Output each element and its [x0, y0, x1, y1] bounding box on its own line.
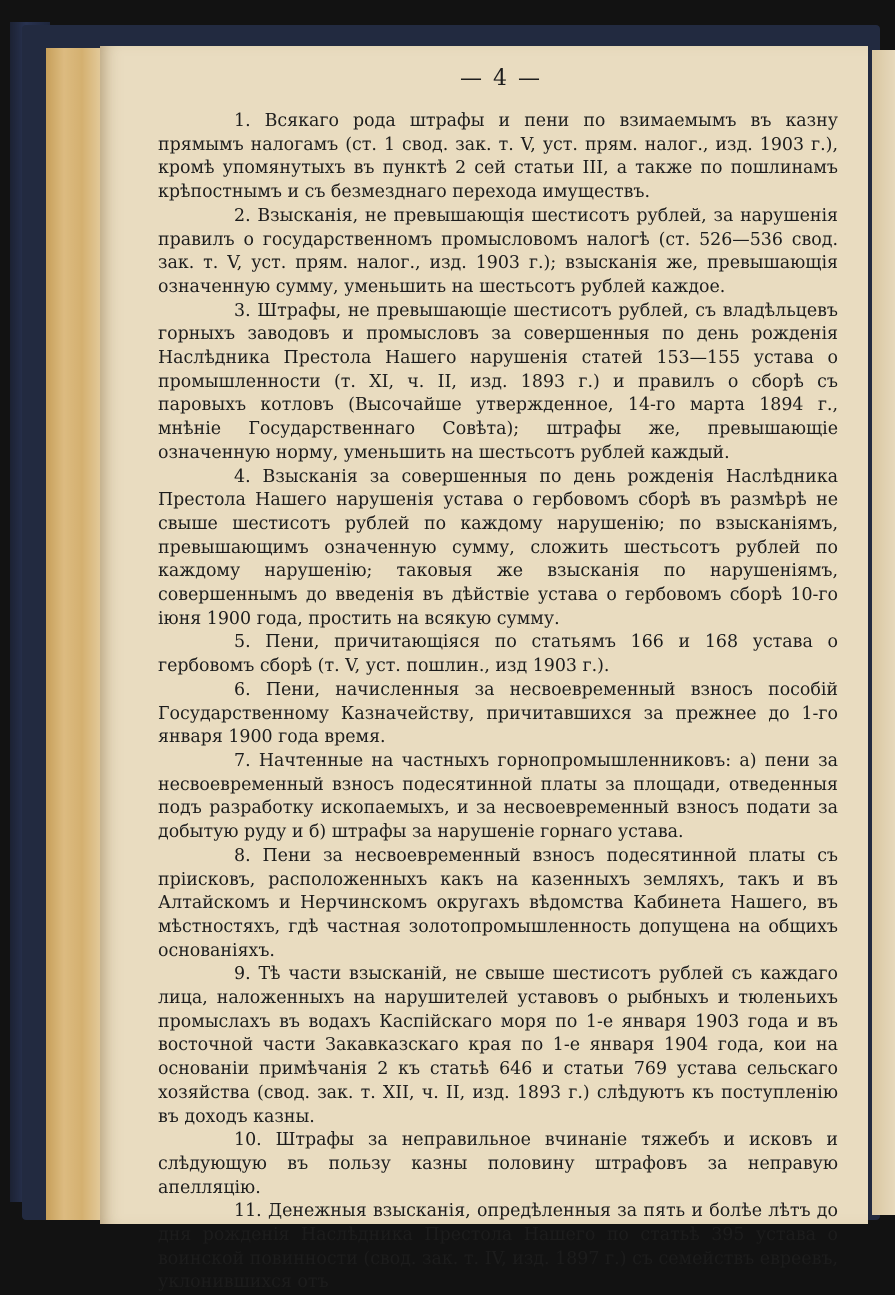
paragraph-1: 1. Всякаго рода штрафы и пени по взимаемымъ въ казну прямымъ налогамъ (ст. 1 свод. зак. т. V, уст. прям. налог., изд. 1903 г.), кромѣ упомянутыхъ въ пунктѣ 2 сей статьи III, а также по пошлинамъ крѣпостнымъ и съ безмезднаго перехода имуществъ. — [158, 111, 838, 203]
paragraph-11: 11. Денежныя взысканія, опредѣленныя за пять и болѣе лѣтъ до дня рожденія Наслѣдника Престола Нашего по статьѣ 395 устава о воинской повинности (свод. зак. т. IV, изд. 1897 г.) съ семействъ евреевъ, уклонившихся отъ — [158, 1201, 838, 1293]
page-number: — 4 — — [460, 66, 542, 91]
paragraph-4: 4. Взысканія за совершенныя по день рожденія Наслѣдника Престола Нашего нарушенія устава о гербовомъ сборѣ въ размѣрѣ не свыше шестисотъ рублей по каждому нарушенію; по взысканіямъ, превышающимъ означенную сумму, сложить шестьсотъ рублей по каждому нарушенію; таковыя же взысканія по нарушеніямъ, совершеннымъ до введенія въ дѣйствіе устава о гербовомъ сборѣ 10-го іюня 1900 года, простить на всякую сумму. — [158, 466, 838, 629]
facing-page-edge — [872, 50, 895, 1215]
page-text — [158, 110, 838, 1295]
paragraph-10: 10. Штрафы за неправильное вчинаніе тяжебъ и исковъ и слѣдующую въ пользу казны половину штрафовъ за неправую апелляцію. — [158, 1130, 838, 1198]
paragraph-8: 8. Пени за несвоевременный взносъ подесятинной платы съ пріисковъ, расположенныхъ какъ на казенныхъ земляхъ, такъ и въ Алтайскомъ и Нерчинскомъ округахъ вѣдомства Кабинета Нашего, въ мѣстностяхъ, гдѣ частная золотопромышленность допущена на общихъ основаніяхъ. — [158, 845, 838, 961]
paragraph-7: 7. Начтенные на частныхъ горнопромышленниковъ: а) пени за несвоевременный взносъ подесятинной платы за площади, отведенныя подъ разработку ископаемыхъ, и за несвоевременный взносъ подати за добытую руду и б) штрафы за нарушеніе горнаго устава. — [158, 750, 838, 843]
paragraph-2: 2. Взысканія, не превышающія шестисотъ рублей, за нарушенія правилъ о государственномъ промысловомъ налогѣ (ст. 526—536 свод. зак. т. V, уст. прям. налог., изд. 1903 г.); взысканія же, превышающія означенную сумму, уменьшить на шестьсотъ рублей каждое. — [158, 205, 838, 297]
paragraph-5: 5. Пени, причитающіяся по статьямъ 166 и 168 устава о гербовомъ сборѣ (т. V, уст. пошлин., изд 1903 г.). — [158, 632, 838, 677]
paragraph-6: 6. Пени, начисленныя за несвоевременный взносъ пособій Государственному Казначейству, причитавшихся за прежнее до 1-го января 1900 года время. — [158, 679, 838, 748]
page-edges — [46, 48, 106, 1220]
paragraph-9: 9. Тѣ части взысканій, не свыше шестисотъ рублей съ каждаго лица, наложенныхъ на нарушителей уставовъ о рыбныхъ и тюленьихъ промыслахъ въ водахъ Каспійскаго моря по 1-е января 1903 года и въ восточной части Закавказскаго края по 1-е января 1904 года, кои на основаніи примѣчанія 2 къ статьѣ 646 и статьи 769 устава сельскаго хозяйства (свод. зак. т. XII, ч. II, изд. 1893 г.) слѣдуютъ къ поступленію въ доходъ казны. — [158, 964, 838, 1127]
paragraph-3: 3. Штрафы, не превышающіе шестисотъ рублей, съ владѣльцевъ горныхъ заводовъ и промысловъ за совершенныя по день рожденія Наслѣдника Престола Нашего нарушенія статей 153—155 устава о промышленности (т. XI, ч. II, изд. 1893 г.) и правилъ о сборѣ съ паровыхъ котловъ (Высочайше утвержденное, 14-го марта 1894 г., мнѣніе Государственнаго Совѣта); штрафы же, превышающіе означенную норму, уменьшить на шестьсотъ рублей каждый. — [158, 300, 838, 463]
